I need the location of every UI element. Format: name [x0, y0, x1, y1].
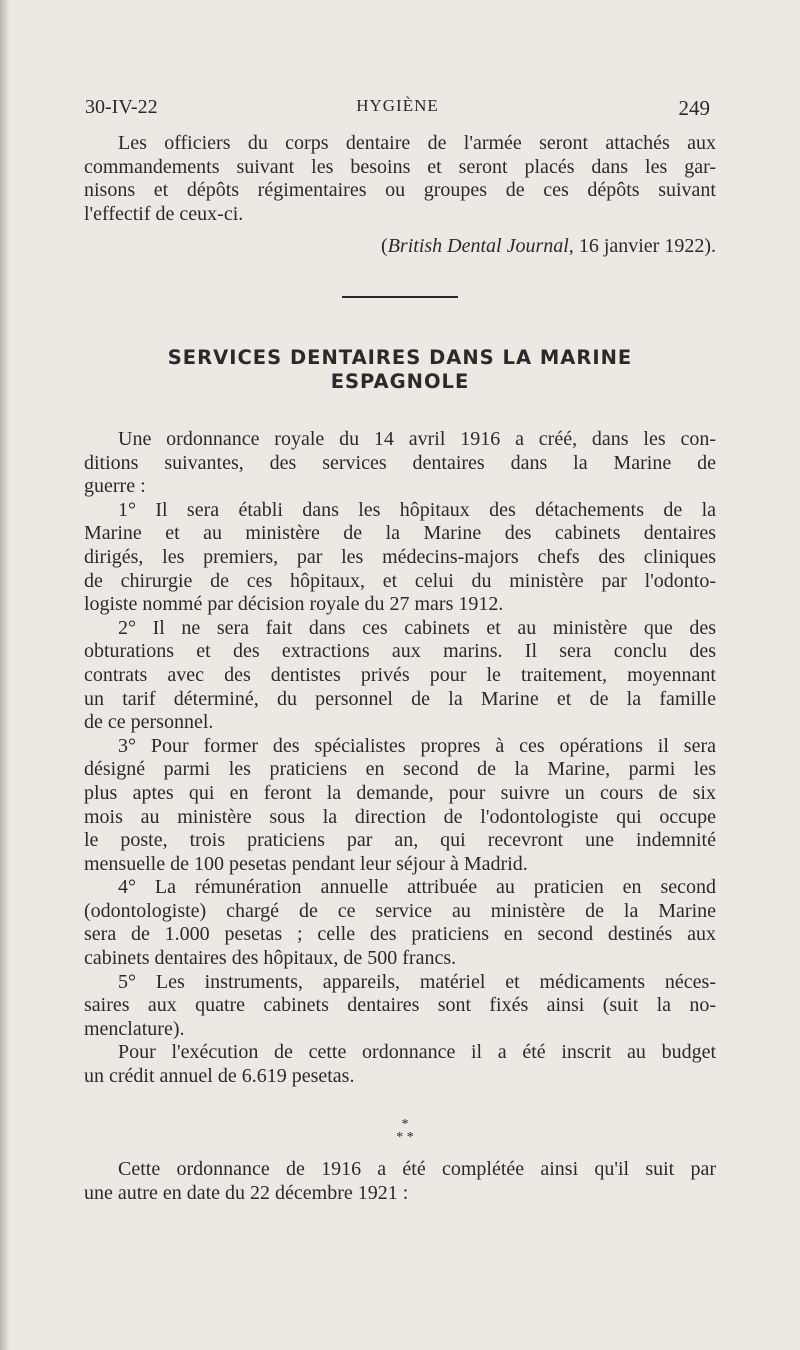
text-line: dirigés, les premiers, par les médecins-majors chefs des cliniques [84, 545, 716, 568]
text-line: 1° Il sera établi dans les hôpitaux des détachements de la [118, 498, 716, 521]
asterism-top: * [401, 1117, 409, 1132]
section-divider [342, 296, 458, 298]
text-line: Cette ordonnance de 1916 a été complétée ainsi qu'il suit par [118, 1158, 716, 1180]
text-line: mois au ministère sous la direction de l'odontologiste qui occupe [84, 805, 716, 828]
text-line: saires aux quatre cabinets dentaires sont fixés ainsi (suit la no- [84, 994, 716, 1017]
body-paragraph [84, 876, 716, 970]
text-line: de ce personnel. [84, 711, 214, 734]
asterism-bottom: * * [396, 1130, 414, 1145]
body-paragraph [84, 499, 716, 617]
text-line: le poste, trois praticiens par an, qui recevront une indemnité [84, 829, 716, 852]
text-line: (odontologiste) chargé de ce service au ministère de la Marine [84, 899, 716, 922]
article-body [84, 428, 716, 1089]
heading-line-1: SERVICES DENTAIRES DANS LA MARINE [167, 346, 633, 369]
text-line: Une ordonnance royale du 14 avril 1916 a créé, dans les con- [118, 428, 716, 450]
text-line: 3° Pour former des spécialistes propres à ces opérations il sera [118, 734, 716, 757]
text-line: l'effectif de ceux-ci. [84, 202, 244, 225]
text-line: 4° La rémunération annuelle attribuée au praticien en second [118, 876, 716, 899]
running-head [85, 96, 710, 122]
text-line: plus aptes qui en feront la demande, pour suivre un cours de six [84, 781, 716, 804]
text-line: menclature). [84, 1017, 185, 1040]
text-line: désigné parmi les praticiens en second de la Marine, parmi les [84, 758, 716, 781]
text-line: commandements suivant les besoins et seront placés dans les gar- [84, 155, 716, 178]
text-line: nisons et dépôts régimentaires ou groupes de ces dépôts suivant [84, 179, 716, 202]
text-line: ditions suivantes, des services dentaires dans la Marine de [84, 451, 716, 474]
section-heading [84, 346, 716, 394]
heading-line-2: ESPAGNOLE [330, 370, 470, 393]
text-line: 2° Il ne sera fait dans ces cabinets et au ministère que des [118, 616, 716, 639]
text-line: obturations et des extractions aux marins. Il sera conclu des [84, 640, 716, 663]
text-line: une autre en date du 22 décembre 1921 : [84, 1181, 409, 1204]
text-line: Marine et au ministère de la Marine des cabinets dentaires [84, 522, 716, 545]
text-line: un tarif déterminé, du personnel de la Marine et de la famille [84, 687, 716, 710]
citation-date: 16 janvier 1922). [578, 235, 716, 257]
text-line: guerre : [84, 475, 146, 498]
text-line: de chirurgie de ces hôpitaux, et celui du ministère par l'odonto- [84, 569, 716, 592]
text-line: contrats avec des dentistes privés pour le traitement, moyennant [84, 663, 716, 686]
page-edge-shadow [0, 0, 10, 1350]
asterism [380, 1118, 430, 1144]
intro-paragraph [84, 132, 716, 226]
citation-open-paren: ( [381, 235, 388, 257]
text-line: 5° Les instruments, appareils, matériel et médicaments néces- [118, 970, 716, 993]
text-line: Pour l'exécution de cette ordonnance il a été inscrit au budget [118, 1041, 716, 1064]
body-paragraph [84, 617, 716, 735]
text-line: mensuelle de 100 pesetas pendant leur séjour à Madrid. [84, 852, 528, 875]
text-line: sera de 1.000 pesetas ; celle des praticiens en second destinés aux [84, 923, 716, 946]
text-line: cabinets dentaires des hôpitaux, de 500 francs. [84, 947, 457, 970]
text-line: un crédit annuel de 6.619 pesetas. [84, 1065, 355, 1088]
citation-source: British Dental Journal, [387, 235, 574, 257]
body-paragraph [84, 735, 716, 877]
running-head-date: 30-IV-22 [85, 96, 158, 118]
body-paragraph [84, 428, 716, 499]
body-paragraph [84, 1041, 716, 1088]
body-paragraph [84, 971, 716, 1042]
text-line: Les officiers du corps dentaire de l'armée seront attachés aux [118, 132, 716, 154]
running-head-title: HYGIÈNE [356, 96, 439, 115]
page-number: 249 [678, 96, 710, 120]
final-paragraph [84, 1158, 716, 1205]
citation [84, 235, 716, 258]
text-line: logiste nommé par décision royale du 27 mars 1912. [84, 593, 504, 616]
